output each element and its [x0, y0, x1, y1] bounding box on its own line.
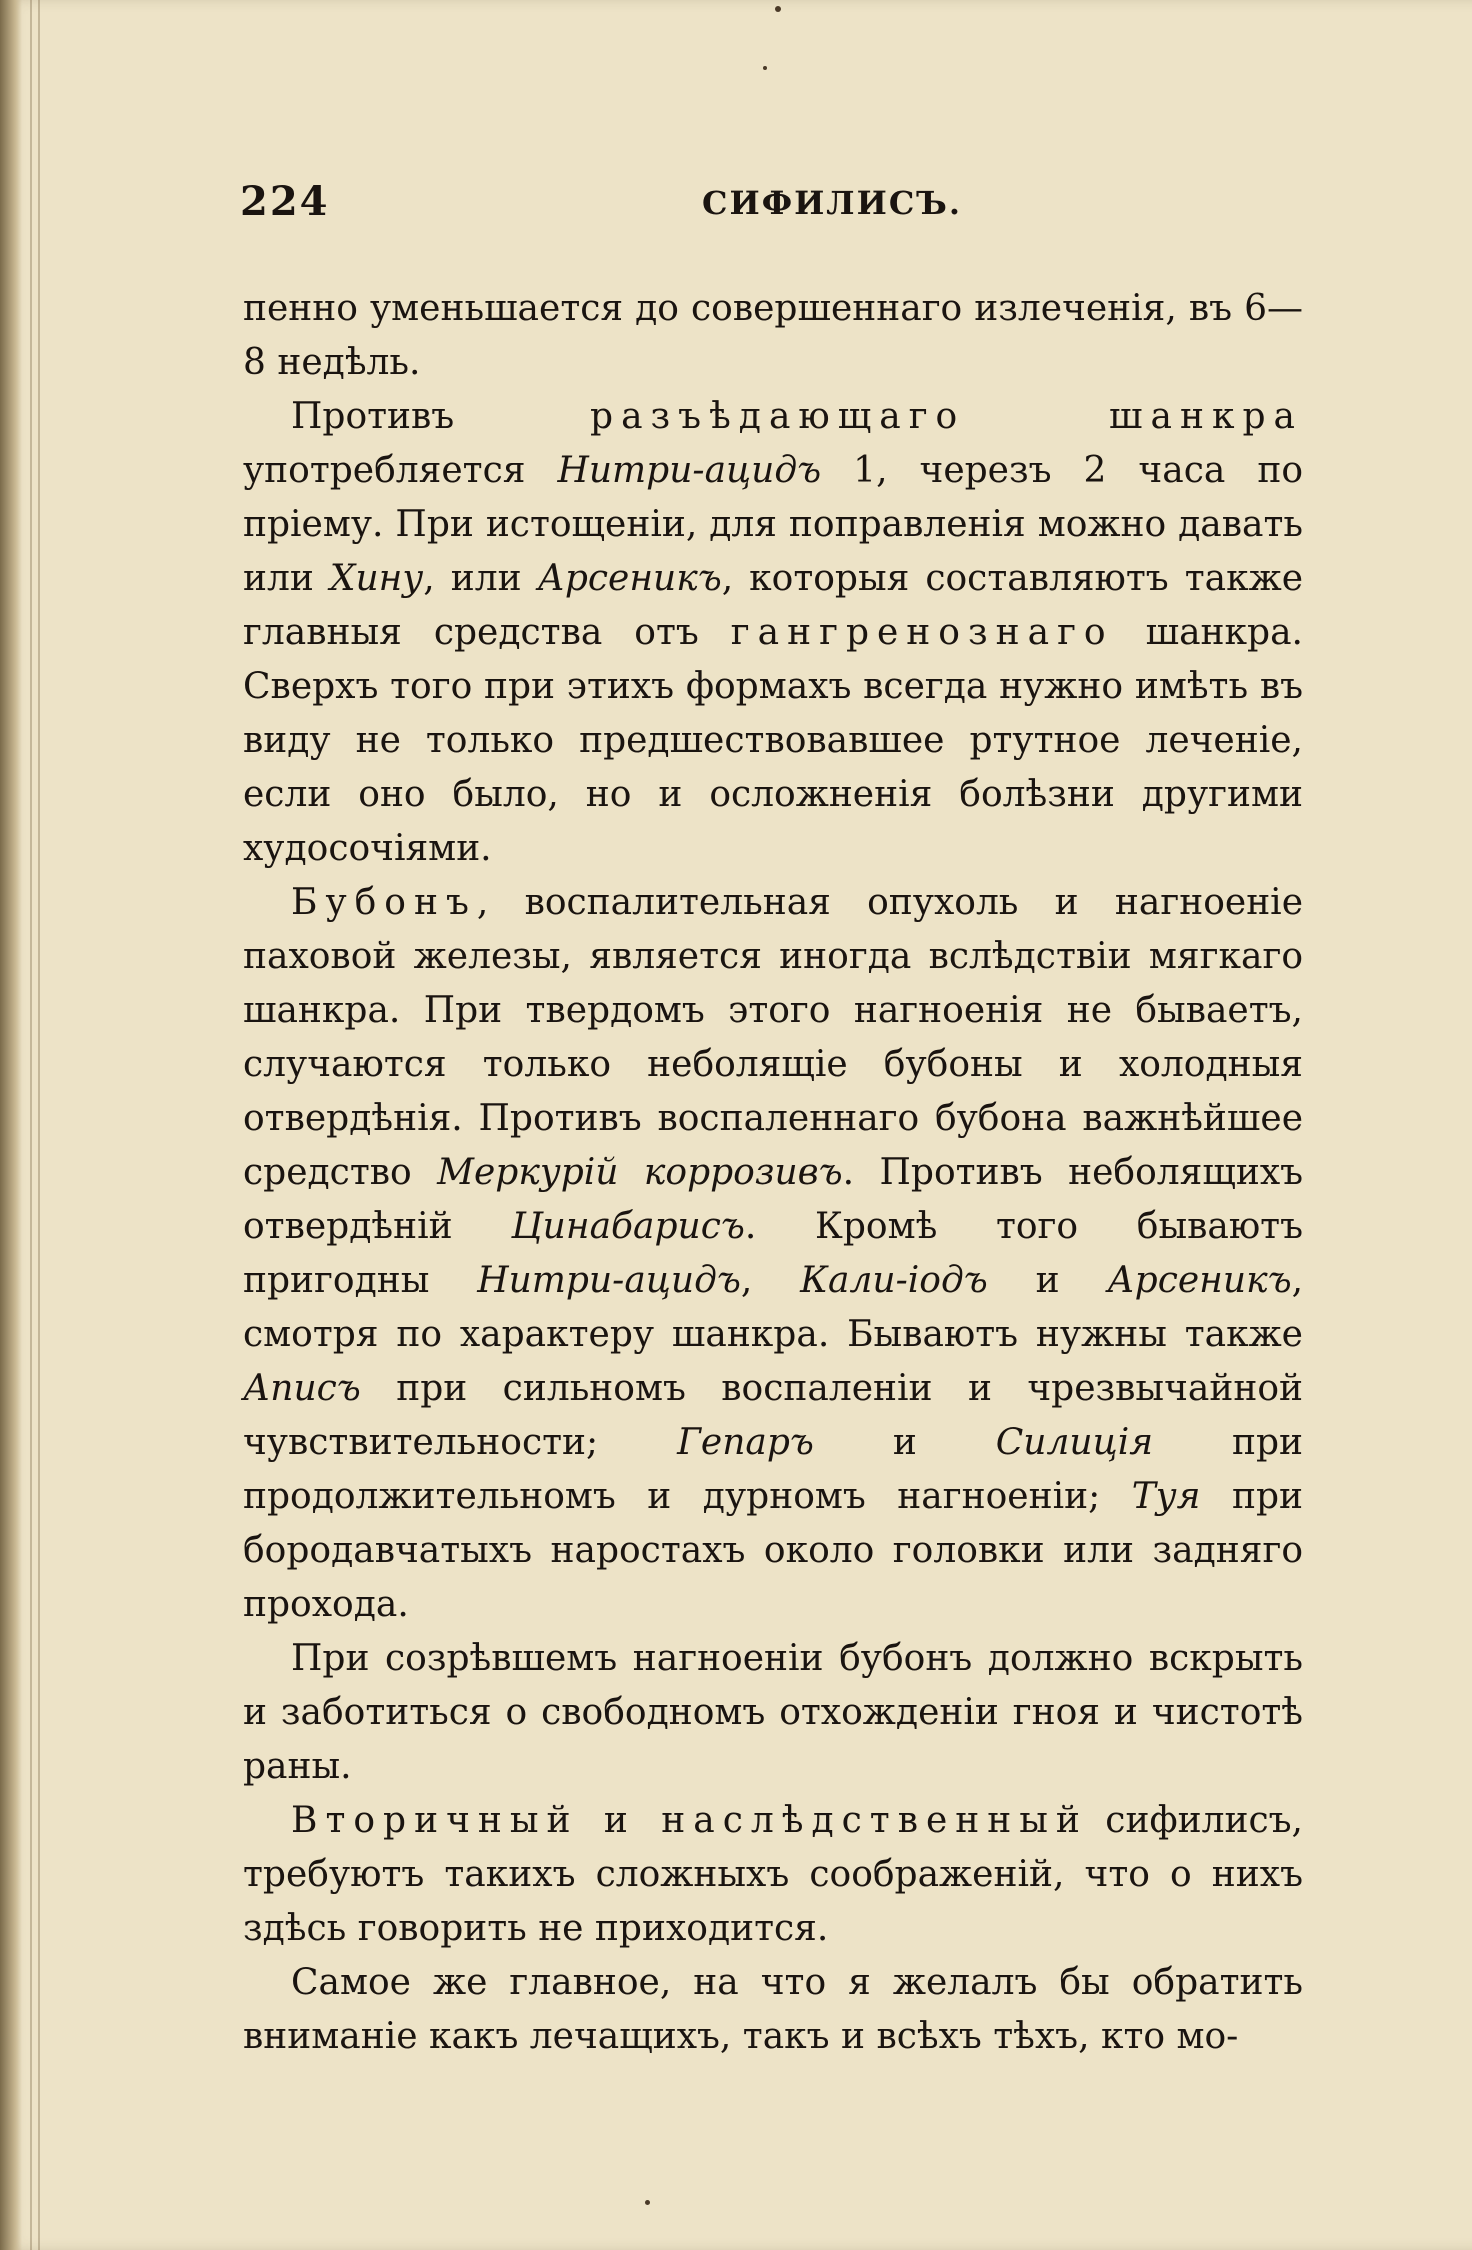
remedy-name: Нитри-ацидъ [477, 1260, 741, 1301]
remedy-name: Кали-іодъ [800, 1260, 988, 1301]
remedy-name: Арсеникъ [1107, 1260, 1292, 1301]
paragraph [243, 282, 1303, 390]
remedy-name: Нитри-ацидъ [557, 450, 822, 491]
left-margin-rule [30, 0, 32, 2250]
text-run: и [813, 1422, 996, 1463]
text-run: шанкра. Сверхъ того при этихъ формахъ всегда нужно имѣть въ виду не только предшествовавшее ртутное леченіе, если оно было, но и осложненія болѣзни другими худосочіями. [243, 612, 1303, 869]
remedy-name: Силиція [995, 1422, 1154, 1463]
text-run: Самое же главное, на что я желалъ бы обратить вниманіе какъ лечащихъ, такъ и всѣхъ тѣхъ, кто мо- [243, 1962, 1303, 2057]
text-run: Противъ [291, 396, 591, 437]
ink-speck [763, 66, 767, 70]
text-run: . Кромѣ того бываютъ пригодны [243, 1206, 1303, 1301]
text-run: , или [423, 558, 538, 599]
emphasized-term: разъѣдающаго шанкра [590, 396, 1303, 437]
remedy-name: Аписъ [243, 1368, 361, 1409]
page-number: 224 [240, 178, 330, 225]
text-run: При созрѣвшемъ нагноеніи бубонъ должно вскрыть и заботиться о свободномъ отхожденіи гноя и чистотѣ раны. [243, 1638, 1303, 1787]
text-run: , [740, 1260, 801, 1301]
left-margin-rule-inner [38, 0, 40, 2250]
paragraph [243, 876, 1303, 1632]
text-run: употребляется [243, 450, 558, 491]
text-run: при сильномъ воспаленіи и чрезвычайной чувствительности; [243, 1368, 1303, 1463]
ink-speck [775, 6, 781, 12]
text-run: , смотря по характеру шанкра. Бываютъ нужны также [243, 1260, 1304, 1355]
remedy-name: Туя [1131, 1476, 1201, 1517]
remedy-name: Гепаръ [677, 1422, 814, 1463]
paragraph [243, 1794, 1303, 1956]
remedy-name: Меркурій коррозивъ [437, 1152, 843, 1193]
page-header [240, 178, 1310, 238]
text-run: при продолжительномъ и дурномъ нагноеніи; [243, 1422, 1303, 1517]
paragraph [243, 390, 1303, 876]
paragraph [243, 1632, 1303, 1794]
text-run: . Противъ неболящихъ отвердѣній [243, 1152, 1304, 1247]
emphasized-term: Вторичный и наслѣдственный [291, 1800, 1088, 1841]
text-run: и [987, 1260, 1108, 1301]
remedy-name: Арсеникъ [537, 558, 722, 599]
running-title: СИФИЛИСЪ. [702, 184, 963, 222]
emphasized-term: Бубонъ [291, 882, 477, 923]
remedy-name: Хину [329, 558, 424, 599]
emphasized-term: гангренознаго [730, 612, 1114, 653]
text-run: , воспалительная опухоль и нагноеніе паховой железы, является иногда вслѣдствіи мягкаго шанкра. При твердомъ этого нагноенія не бываетъ, случаются только неболящіе бубоны и холодныя отвердѣнія. Противъ воспаленнаго бубона важнѣйшее средство [243, 882, 1303, 1193]
text-run: при бородавчатыхъ наростахъ около головки или задняго прохода. [243, 1476, 1303, 1625]
text-run: пенно уменьшается до совершеннаго излеченія, въ 6—8 недѣль. [243, 288, 1303, 383]
page-binding-edge [0, 0, 22, 2250]
paragraph [243, 1956, 1303, 2064]
text-run: сифилисъ, требуютъ такихъ сложныхъ соображеній, что о нихъ здѣсь говорить не приходится. [243, 1800, 1303, 1949]
body-text [243, 282, 1303, 2064]
ink-speck [645, 2200, 650, 2205]
remedy-name: Цинабарисъ [511, 1206, 745, 1247]
text-run: , которыя составляютъ также главныя средства отъ [243, 558, 1303, 653]
text-run: 1, черезъ 2 часа по пріему. При истощеніи, для поправленія можно давать или [243, 450, 1303, 599]
